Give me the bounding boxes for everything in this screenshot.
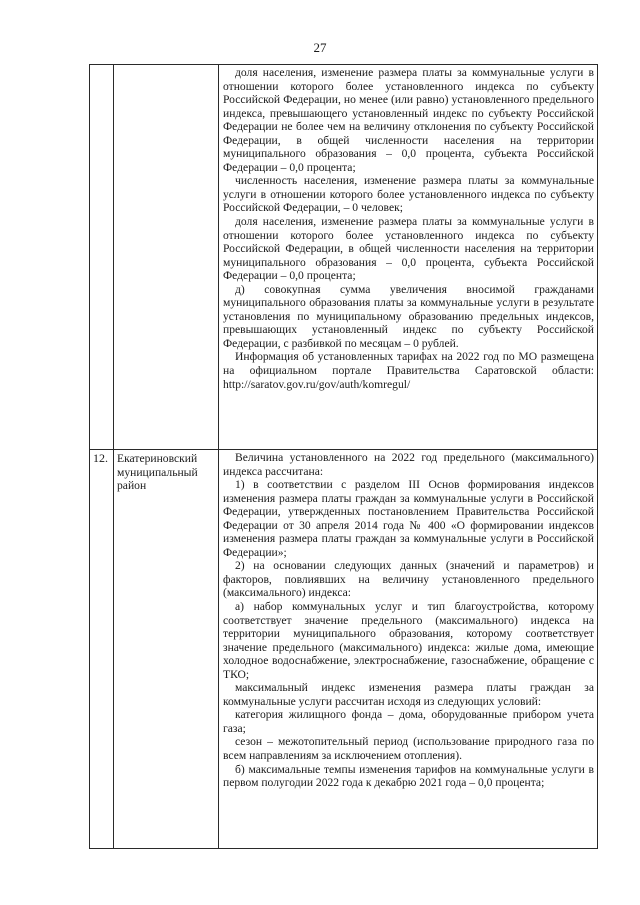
paragraph: доля населения, изменение размера платы за коммунальные услуги в отношении которого более установленного индекса по субъекту Российской Федерации, в общей численности населения на территории муниципального образования – 0,0 процента, субъекта Российской Федерации – 0,0 процента; xyxy=(223,215,594,283)
paragraph: сезон – межотопительный период (использование природного газа по всем направлениям за исключением отопления). xyxy=(223,735,594,763)
municipality-name-cell xyxy=(114,65,219,450)
row-number-cell: 12. xyxy=(90,450,114,849)
paragraph: 2) на основании следующих данных (значений и параметров) и факторов, повлиявших на величину установленного предельного (максимального) индекса: xyxy=(223,559,594,600)
paragraph: численность населения, изменение размера платы за коммунальные услуги в отношении которого более установленного индекса по субъекту Российской Федерации, – 0 человек; xyxy=(223,174,594,215)
description-cell xyxy=(219,65,598,450)
municipality-name-cell: Екатериновский муниципальный район xyxy=(114,450,219,849)
paragraph: 1) в соответствии с разделом III Основ формирования индексов изменения размера платы граждан за коммунальные услуги в Российской Федерации, утвержденных постановлением Правительства Российской Федерации от 30 апреля 2014 года № 400 «О формировании индексов изменения размера платы граждан за коммунальные услуги в Российской Федерации»; xyxy=(223,478,594,559)
paragraph: д) совокупная сумма увеличения вносимой гражданами муниципального образования платы за коммунальные услуги в результате установления по муниципальному образованию предельных индексов, превышающих установленный индекс по субъекту Российской Федерации, с разбивкой по месяцам – 0 рублей. xyxy=(223,282,594,350)
paragraph: доля населения, изменение размера платы за коммунальные услуги в отношении которого более установленного индекса по субъекту Российской Федерации, но менее (или равно) установленного предельного индекса, превышающего установленный индекс по субъекту Российской Федерации не более чем на величину отклонения по субъекту Российской Федерации, в общей численности населения на территории муниципального образования – 0,0 процента, субъекта Российской Федерации – 0,0 процента; xyxy=(223,66,594,174)
paragraph: категория жилищного фонда – дома, оборудованные прибором учета газа; xyxy=(223,708,594,735)
paragraph: Величина установленного на 2022 год предельного (максимального) индекса рассчитана: xyxy=(223,451,594,478)
paragraph: б) максимальные темпы изменения тарифов на коммунальные услуги в первом полугодии 2022 года к декабрю 2021 года – 0,0 процента; xyxy=(223,762,594,790)
page-number: 27 xyxy=(313,40,327,55)
description-cell xyxy=(219,450,598,849)
paragraph: максимальный индекс изменения размера платы граждан за коммунальные услуги рассчитан исходя из следующих условий: xyxy=(223,681,594,708)
document-table xyxy=(89,64,598,849)
paragraph: а) набор коммунальных услуг и тип благоустройства, которому соответствует значение предельного (максимального) индекса на территории муниципального образования, которому соответствует значение предельного (максимального) индекса: жилые дома, имеющие холодное водоснабжение, электроснабжение, газоснабжение, обращение с ТКО; xyxy=(223,600,594,681)
paragraph: Информация об установленных тарифах на 2022 год по МО размещена на официальном портале Правительства Саратовской области: http://saratov.gov.ru/gov/auth/komregul/ xyxy=(223,350,594,391)
row-number-cell xyxy=(90,65,114,450)
table-row xyxy=(90,450,598,849)
table-row xyxy=(90,65,598,450)
